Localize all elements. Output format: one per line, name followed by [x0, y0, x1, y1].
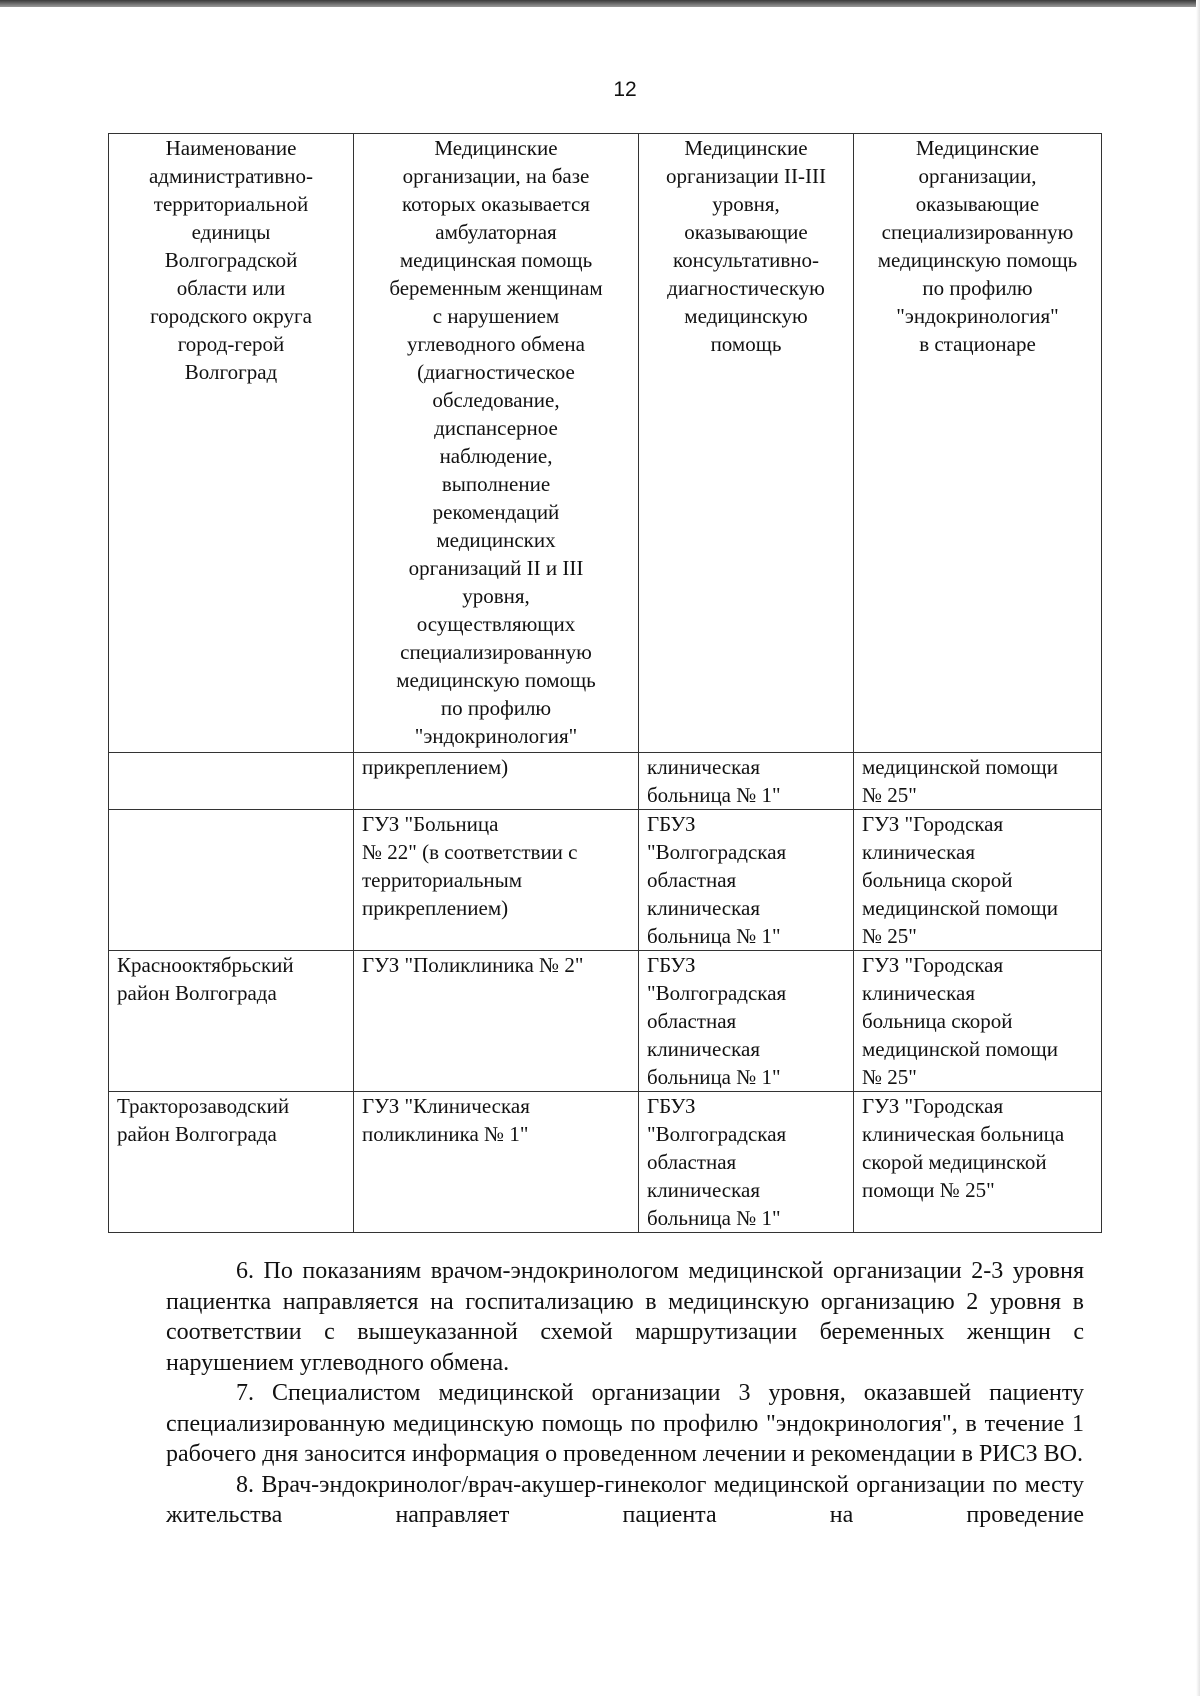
table-cell-outpatient [354, 810, 639, 951]
routing-table [108, 133, 1102, 1233]
header-territory-text: Наименование административно- территориальной единицы Волгоградской области или городского округа город-герой Волгоград [148, 136, 314, 384]
top-page-rule [0, 0, 1200, 7]
header-cell-territory [109, 134, 354, 753]
outpatient-text: ГУЗ "Клиническая поликлиника № 1" [362, 1094, 530, 1146]
table-header-row [109, 134, 1102, 753]
header-cell-consultative [639, 134, 854, 753]
header-cell-outpatient [354, 134, 639, 753]
table-cell-inpatient [854, 810, 1102, 951]
paragraph-7: 7. Специалистом медицинской организации 3 уровня, оказавшей пациенту специализированную медицинскую помощь по профилю "эндокринология", в течение 1 рабочего дня заносится информация о проведенном лечении и рекомендации в РИСЗ ВО. [166, 1380, 1084, 1467]
header-inpatient-text: Медицинские организации, оказывающие специализированную медицинскую помощь по профилю "эндокринология" в стационаре [877, 136, 1078, 356]
table-row [109, 810, 1102, 951]
territory-text: Краснооктябрьский район Волгограда [117, 953, 294, 1005]
table-cell-outpatient [354, 1092, 639, 1233]
inpatient-text: ГУЗ "Городская клиническая больница скорой медицинской помощи № 25" [862, 953, 1058, 1089]
outpatient-text: прикреплением) [362, 755, 509, 779]
table-cell-consultative [639, 951, 854, 1092]
body-text [166, 1256, 1084, 1531]
consultative-text: ГБУЗ "Волгоградская областная клиническая больница № 1" [647, 812, 787, 948]
inpatient-text: ГУЗ "Городская клиническая больница скорой медицинской помощи № 25" [862, 812, 1058, 948]
territory-text: Тракторозаводский район Волгограда [117, 1094, 290, 1146]
outpatient-text: ГУЗ "Больница № 22" (в соответствии с территориальным прикреплением) [362, 812, 578, 920]
table-cell-outpatient [354, 753, 639, 810]
table-cell-territory [109, 1092, 354, 1233]
scan-edge-shadow [1196, 0, 1200, 1696]
inpatient-text: медицинской помощи № 25" [862, 755, 1058, 807]
table-row [109, 753, 1102, 810]
table-cell-consultative [639, 753, 854, 810]
header-consultative-text: Медицинские организации II-III уровня, оказывающие консультативно- диагностическую медицинскую помощь [666, 136, 826, 356]
table-cell-consultative [639, 1092, 854, 1233]
table-cell-inpatient [854, 753, 1102, 810]
table-cell-territory [109, 753, 354, 810]
paragraph-6: 6. По показаниям врачом-эндокринологом медицинской организации 2-3 уровня пациентка направляется на госпитализацию в медицинскую организацию 2 уровня в соответствии с вышеуказанной схемой маршрутизации беременных женщин с нарушением углеводного обмена. [166, 1258, 1084, 1376]
table-cell-inpatient [854, 951, 1102, 1092]
consultative-text: ГБУЗ "Волгоградская областная клиническая больница № 1" [647, 953, 787, 1089]
header-cell-inpatient [854, 134, 1102, 753]
outpatient-text: ГУЗ "Поликлиника № 2" [362, 953, 584, 977]
paragraph-8: 8. Врач-эндокринолог/врач-акушер-гинеколог медицинской организации по месту жительства направляет пациента на проведение [166, 1471, 1084, 1528]
header-outpatient-text: Медицинские организации, на базе которых оказывается амбулаторная медицинская помощь беременным женщинам с нарушением углеводного обмена (диагностическое обследование, диспансерное наблюдение, выполнение рекомендаций медицинских организаций II и III уровня, осуществляющих специализированную медицинскую помощь по профилю "эндокринология" [389, 136, 603, 748]
consultative-text: ГБУЗ "Волгоградская областная клиническая больница № 1" [647, 1094, 787, 1230]
table-row [109, 1092, 1102, 1233]
page-number: 12 [613, 78, 637, 101]
table-row [109, 951, 1102, 1092]
table-cell-inpatient [854, 1092, 1102, 1233]
consultative-text: клиническая больница № 1" [647, 755, 781, 807]
table-cell-territory [109, 951, 354, 1092]
table-cell-territory [109, 810, 354, 951]
inpatient-text: ГУЗ "Городская клиническая больница скорой медицинской помощи № 25" [862, 1094, 1065, 1202]
table-cell-consultative [639, 810, 854, 951]
table-cell-outpatient [354, 951, 639, 1092]
